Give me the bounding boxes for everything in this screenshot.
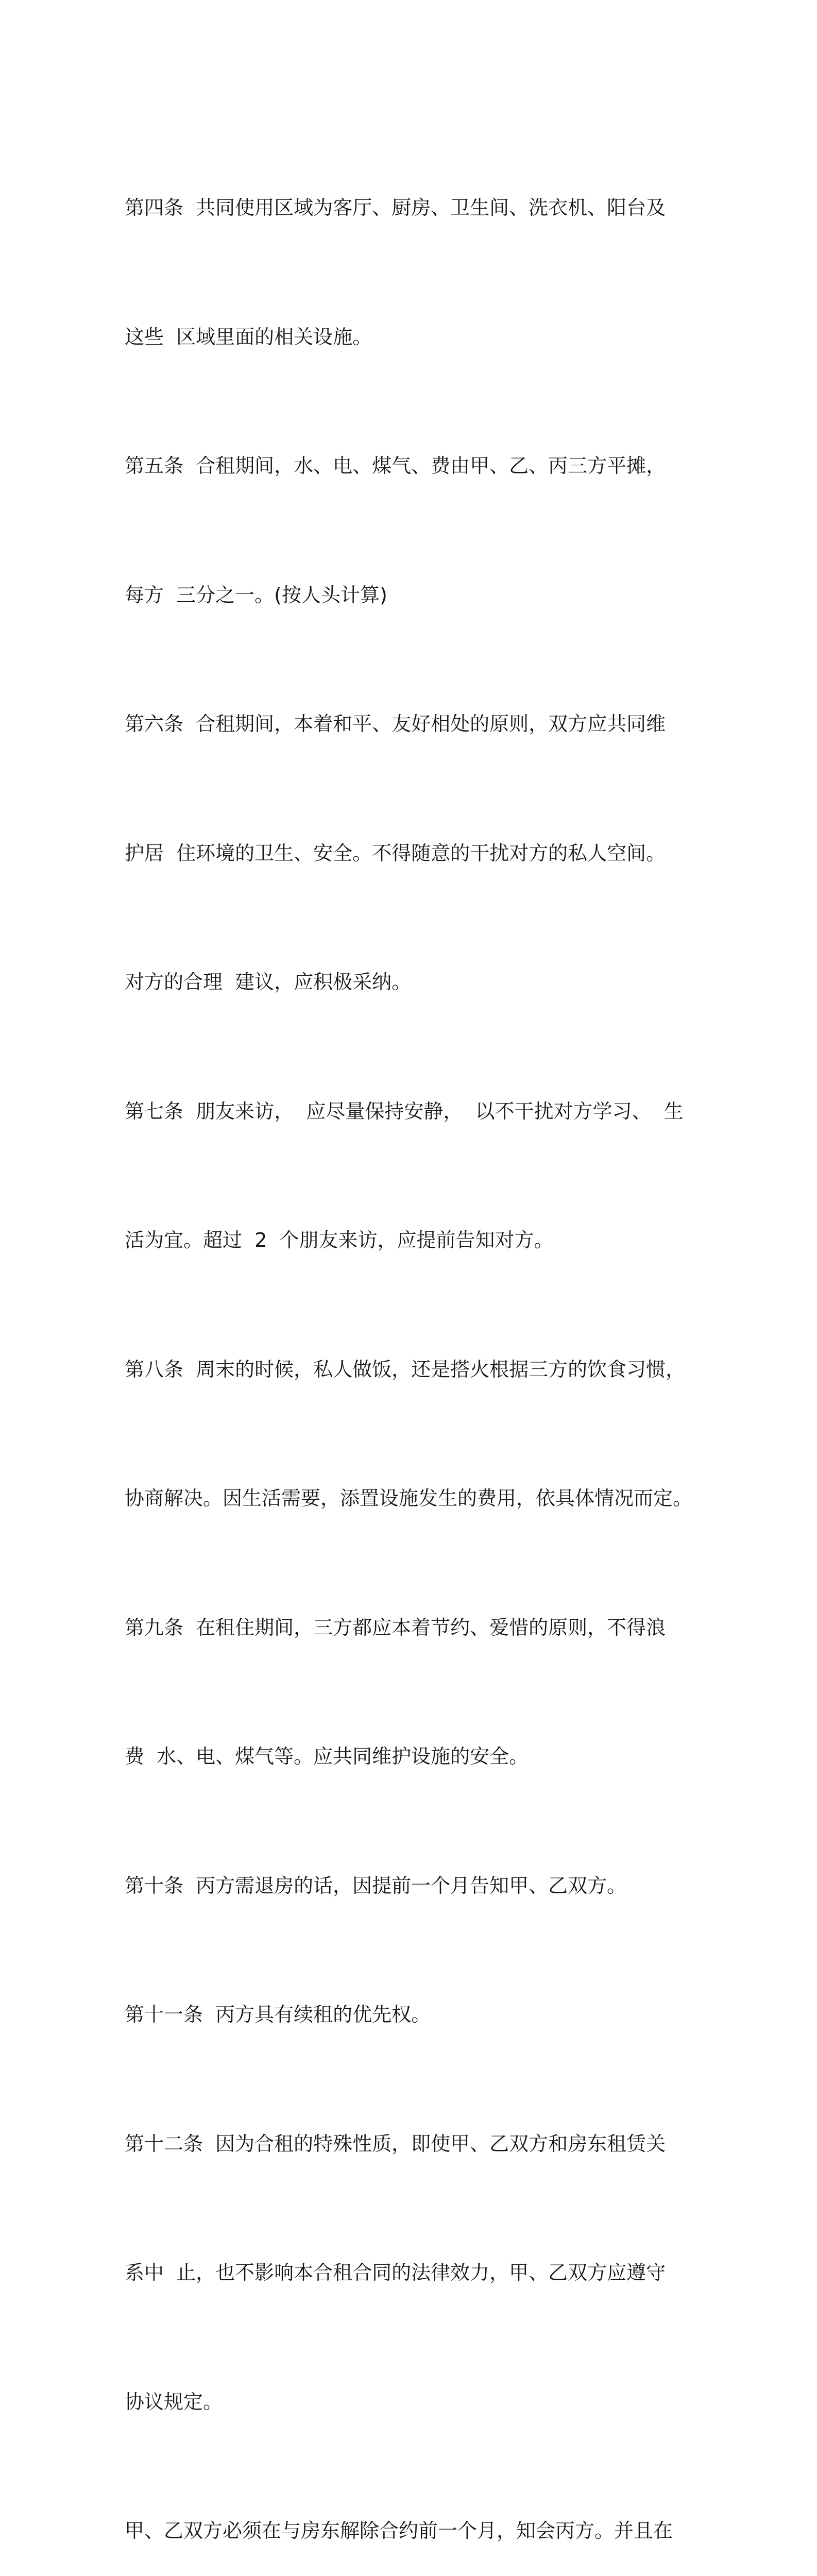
text-line: 第十一条 丙方具有续租的优先权。 [125,2003,431,2026]
text-line: 第五条 合租期间，水、电、煤气、费由甲、乙、丙三方平摊， [125,454,666,477]
text-line: 第十二条 因为合租的特殊性质，即使甲、乙双方和房东租赁关 [125,2132,666,2155]
text-line: 费 水、电、煤气等。应共同维护设施的安全。 [125,1745,529,1768]
contract-text [125,100,696,2576]
text-line: 每方 三分之一。(按人头计算) [125,583,387,606]
text-line: 第十条 丙方需退房的话，因提前一个月告知甲、乙双方。 [125,1874,627,1897]
text-line: 协议规定。 [125,2390,223,2413]
text-line: 协商解决。因生活需要，添置设施发生的费用，依具体情况而定。 [125,1487,693,1510]
text-line: 对方的合理 建议，应积极采纳。 [125,971,412,993]
text-line: 甲、乙双方必须在与房东解除合约前一个月，知会丙方。并且在 [125,2519,673,2542]
text-line: 护居 住环境的卫生、安全。不得随意的干扰对方的私人空间。 [125,841,666,865]
text-line: 第四条 共同使用区域为客厅、厨房、卫生间、洗衣机、阳台及 [125,196,666,219]
text-line: 第九条 在租住期间，三方都应本着节约、爱惜的原则，不得浪 [125,1616,666,1639]
text-line: 第七条 朋友来访， 应尽量保持安静， 以不干扰对方学习、 生 [125,1099,684,1123]
text-line: 第六条 合租期间，本着和平、友好相处的原则，双方应共同维 [125,713,666,735]
text-line: 活为宜。超过 2 个朋友来访，应提前告知对方。 [125,1229,554,1251]
text-line: 系中 止，也不影响本合租合同的法律效力，甲、乙双方应遵守 [125,2261,666,2284]
text-line: 第八条 周末的时候，私人做饭，还是搭火根据三方的饮食习惯， [125,1358,686,1381]
text-line: 这些 区域里面的相关设施。 [125,325,372,348]
